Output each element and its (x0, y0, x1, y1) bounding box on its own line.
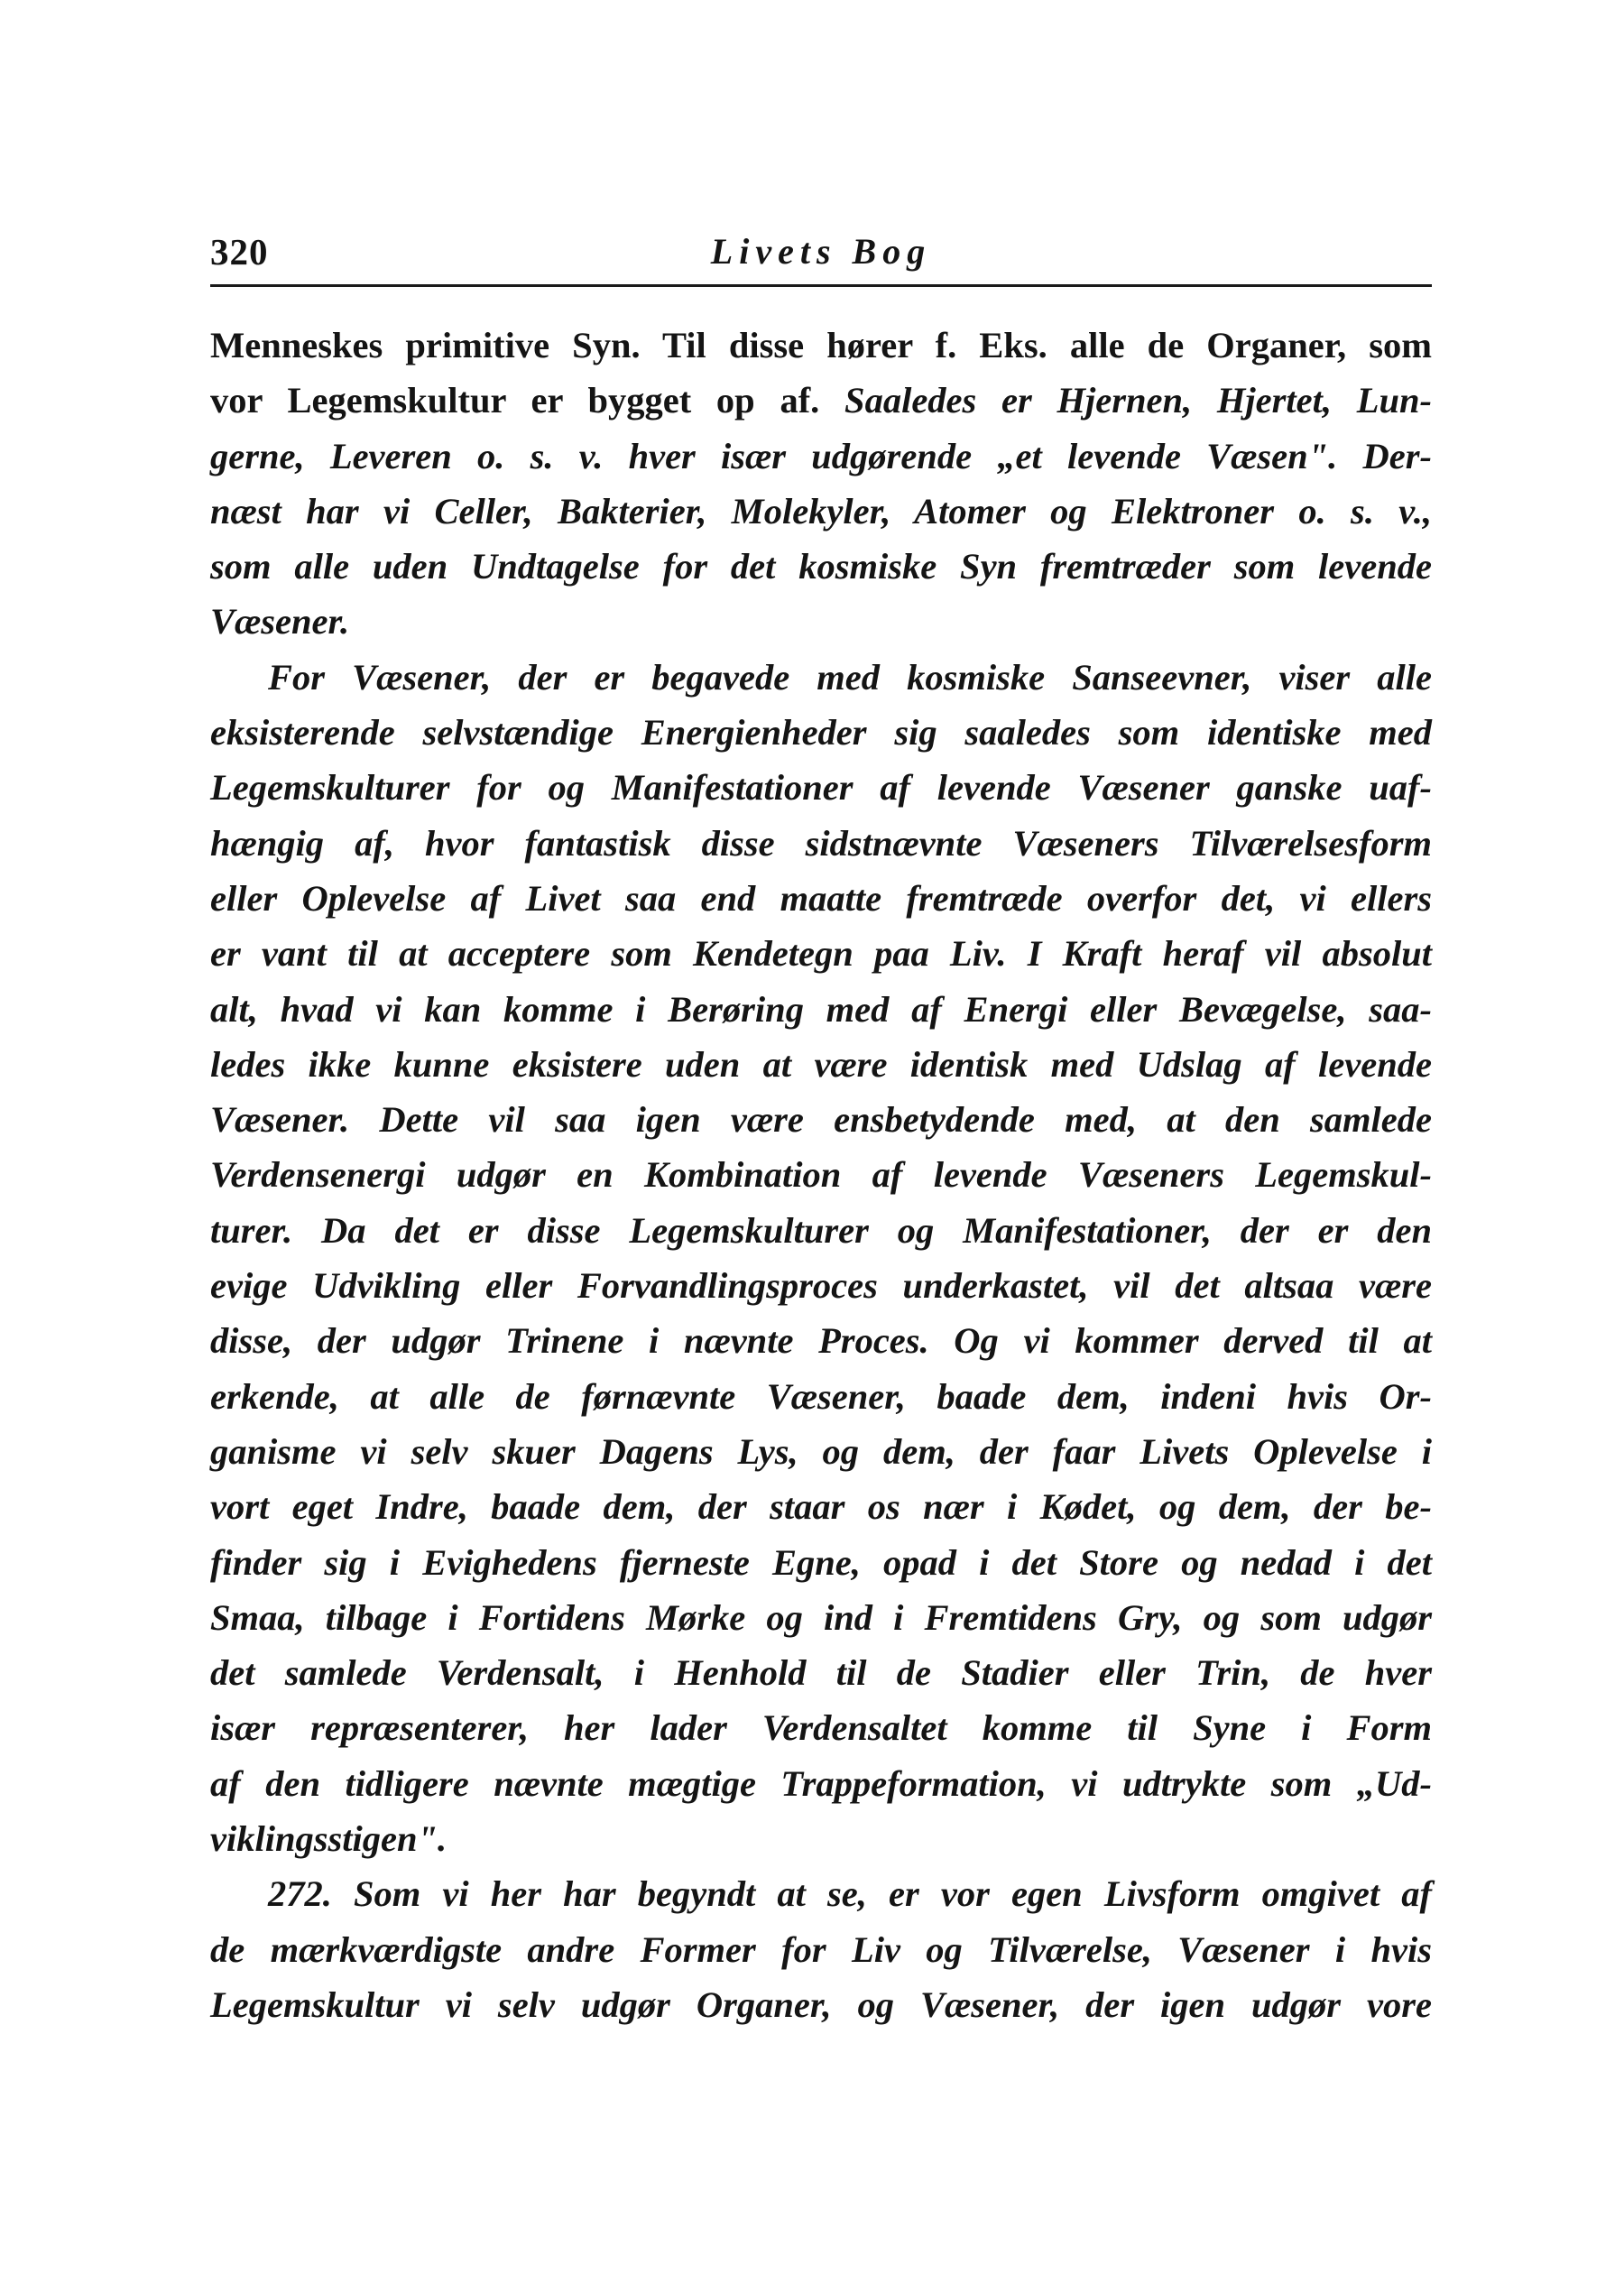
text-line: erkende, at alle de førnævnte Væsener, baade dem, indeni hvis Or- (210, 1375, 1432, 1417)
text-line: af den tidligere nævnte mægtige Trappeformation, vi udtrykte som „Ud- (210, 1762, 1432, 1804)
text-line: Væsener. Dette vil saa igen være ensbetydende med, at den samlede (210, 1099, 1432, 1141)
page-number: 320 (210, 231, 269, 273)
text-line: alt, hvad vi kan komme i Berøring med af Energi eller Bevægelse, saa- (210, 988, 1432, 1030)
text-line: Legemskulturer for og Manifestationer af levende Væsener ganske uaf- (210, 767, 1432, 809)
text-line: ledes ikke kunne eksistere uden at være identisk med Udslag af levende (210, 1043, 1432, 1085)
text-line: Menneskes primitive Syn. Til disse hører f. Eks. alle de Organer, som (210, 325, 1432, 365)
text-line: det samlede Verdensalt, i Henhold til de Stadier eller Trin, de hver (210, 1652, 1432, 1694)
text-line: vor Legemskultur er bygget op af. Saaledes er Hjernen, Hjertet, Lun- (210, 380, 1432, 421)
text-line: de mærkværdigste andre Former for Liv og Tilværelse, Væsener i hvis (210, 1928, 1432, 1970)
running-title: Livets Bog (710, 231, 932, 272)
text-line: især repræsenterer, her lader Verdensaltet komme til Syne i Form (210, 1707, 1432, 1749)
text-line: disse, der udgør Trinene i nævnte Proces. Og vi kommer derved til at (210, 1320, 1432, 1362)
text-line: næst har vi Celler, Bakterier, Molekyler, Atomer og Elektroner o. s. v., (210, 490, 1432, 532)
text-line: vort eget Indre, baade dem, der staar os nær i Kødet, og dem, der be- (210, 1486, 1432, 1528)
text-line: som alle uden Undtagelse for det kosmiske Syn fremtræder som levende (210, 546, 1432, 587)
text-line: finder sig i Evighedens fjerneste Egne, opad i det Store og nedad i det (210, 1541, 1432, 1583)
running-head (210, 230, 1432, 291)
text-line: Legemskultur vi selv udgør Organer, og Væsener, der igen udgør vore (210, 1983, 1432, 2025)
text-line: eksisterende selvstændige Energienheder sig saaledes som identiske med (210, 712, 1432, 754)
text-line: evige Udvikling eller Forvandlingsproces underkastet, vil det altsaa være (210, 1265, 1432, 1307)
text-line: Væsener. (210, 601, 350, 643)
text-line: hængig af, hvor fantastisk disse sidstnævnte Væseners Tilværelsesform (210, 822, 1432, 864)
text-line: viklingsstigen". (210, 1818, 448, 1860)
text-line: Smaa, tilbage i Fortidens Mørke og ind i Fremtidens Gry, og som udgør (210, 1596, 1432, 1638)
text-line: eller Oplevelse af Livet saa end maatte fremtræde overfor det, vi ellers (210, 877, 1432, 919)
text-line: Verdensenergi udgør en Kombination af levende Væseners Legemskul- (210, 1154, 1432, 1196)
text-line: er vant til at acceptere som Kendetegn paa Liv. I Kraft heraf vil absolut (210, 933, 1432, 975)
text-line: ganisme vi selv skuer Dagens Lys, og dem, der faar Livets Oplevelse i (210, 1430, 1432, 1472)
paragraph-first-line: For Væsener, der er begavede med kosmiske Sanseevner, viser alle (268, 656, 1432, 698)
header-rule (210, 284, 1432, 287)
text-line: gerne, Leveren o. s. v. hver især udgørende „et levende Væsen". Der- (210, 435, 1432, 476)
paragraph-first-line: 272. Som vi her har begyndt at se, er vor egen Livsform omgivet af (268, 1873, 1432, 1915)
body-text (210, 318, 1432, 2032)
text-line: turer. Da det er disse Legemskulturer og Manifestationer, der er den (210, 1209, 1432, 1251)
